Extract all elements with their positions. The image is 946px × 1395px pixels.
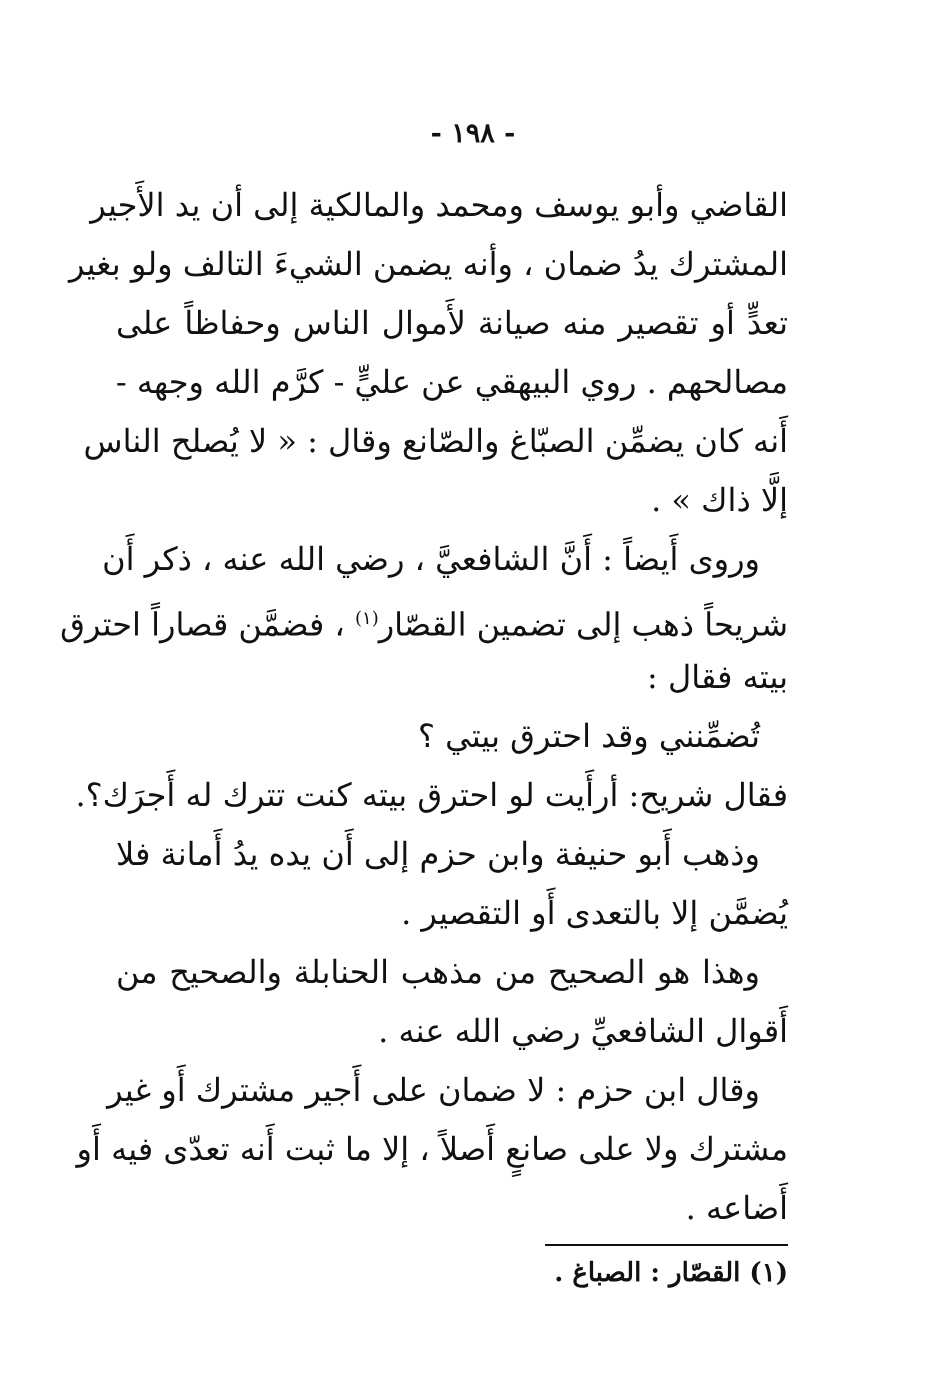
text-line: وذهب أَبو حنيفة وابن حزم إلى أَن يده يدُ أَمانة فلا [116,835,760,873]
text-line: وهذا هو الصحيح من مذهب الحنابلة والصحيح من [116,953,760,991]
text-segment: شريحاً ذهب إلى تضمين القصّار [378,605,788,644]
text-line: إلَّا ذاك » . [651,481,788,519]
text-segment: ، فضمَّن قصاراً احترق [60,605,345,644]
paragraph-3 [116,707,788,766]
text-line: وقال ابن حزم : لا ضمان على أَجير مشترك أَو غير [107,1071,760,1109]
paragraph-7 [76,1061,788,1238]
paragraph-1 [68,176,788,530]
footnote-divider [545,1244,788,1246]
text-line-with-footnote-ref [60,589,788,648]
paragraph-2 [60,530,788,707]
text-line: أَضاعه . [685,1189,788,1227]
text-line: يُضمَّن إلا بالتعدى أَو التقصير . [401,894,788,932]
text-line: القاضي وأبو يوسف ومحمد والمالكية إلى أن يد الأَجير [90,186,788,224]
text-line: فقال شريح: أرأَيت لو احترق بيته كنت تترك له أَجرَك؟. [75,776,788,814]
text-line: تُضمِّنني وقد احترق بيتي ؟ [417,717,760,755]
paragraph-5 [116,825,788,943]
text-line: مشترك ولا على صانعٍ أَصلاً ، إلا ما ثبت أَنه تعدّى فيه أَو [76,1130,788,1168]
footnote: (١) القصّار : الصباغ . [554,1258,788,1288]
text-line: تعدٍّ أو تقصير منه صيانة لأَموال الناس وحفاظاً على [116,304,788,342]
text-line: المشترك يدُ ضمان ، وأنه يضمن الشيءَ التالف ولو بغير [68,245,788,283]
text-line: أَقوال الشافعيِّ رضي الله عنه . [378,1012,788,1050]
text-line: أَنه كان يضمِّن الصبّاغ والصّانع وقال : « لا يُصلح الناس [83,422,788,460]
page-number: - ١٩٨ - [430,118,516,149]
paragraph-6 [116,943,788,1061]
footnote-reference: (١) [354,608,379,629]
paragraph-4 [75,766,788,825]
text-line: مصالحهم . روي البيهقي عن عليٍّ - كرَّم الله وجهه - [115,363,788,401]
text-line: بيته فقال : [647,658,788,696]
text-line: وروى أَيضاً : أَنَّ الشافعيَّ ، رضي الله عنه ، ذكر أَن [102,540,760,578]
